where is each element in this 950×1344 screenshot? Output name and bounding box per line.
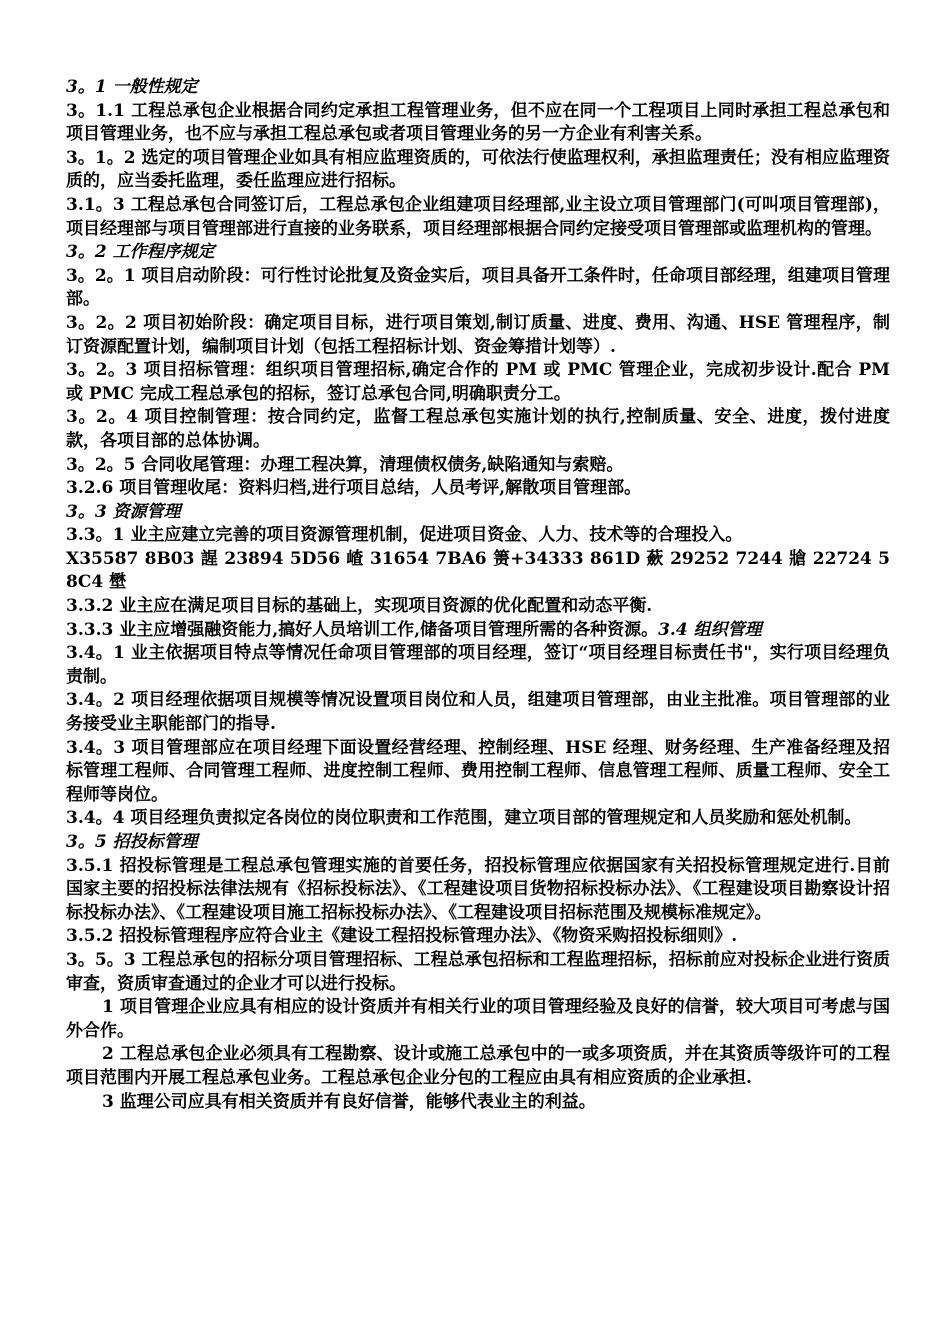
section-heading-3-4: 3.4 组织管理 [658,619,762,640]
clause-3-4-4: 3.4。4 项目经理负责拟定各岗位的岗位职责和工作范围，建立项目部的管理规定和人员奖励和惩处机制。 [66,808,862,829]
clause-3-3-3-text: 3.3.3 业主应增强融资能力,搞好人员培训工作,储备项目管理所需的各种资源。 [66,619,659,640]
section-heading-3-2: 3。2 工作程序规定 [66,242,215,263]
clause-3-4-2: 3.4。2 项目经理依据项目规模等情况设置项目岗位和人员，组建项目管理部，由业主批准。项目管理部的业务接受业主职能部门的指导. [66,690,890,735]
clause-3-2-3: 3。2。3 项目招标管理：组织项目管理招标,确定合作的 PM 或 PMC 管理企业，完成初步设计.配合 PM 或 PMC 完成工程总承包的招标，签订总承包合同,明确职责分工。 [66,360,890,404]
clause-3-4-3: 3.4。3 项目管理部应在项目经理下面设置经营经理、控制经理、HSE 经理、财务经理、生产准备经理及招标管理工程师、合同管理工程师、进度控制工程师、费用控制工程师、信息管理工程师、质量工程师、安全工程师等岗位。 [66,737,890,805]
clause-3-5-1: 3.5.1 招投标管理是工程总承包管理实施的首要任务，招投标管理应依据国家有关招投标管理规定进行.目前国家主要的招投标法律法规有《招标投标法》、《工程建设项目货物招标投标办法》、《工程建设项目勘察设计招标投标办法》、《工程建设项目施工招标投标办法》、《工程建设项目招标范围及规模标准规定》。 [66,855,890,923]
list-item-1: 1 项目管理企业应具有相应的设计资质并有相关行业的项目管理经验及良好的信誉，较大项目可考虑与国外合作。 [66,997,890,1041]
clause-3-5-3: 3。5。3 工程总承包的招标分项目管理招标、工程总承包招标和工程监理招标，招标前应对投标企业进行资质审查，资质审查通过的企业才可以进行投标。 [66,949,890,994]
section-heading-3-5: 3。5 招投标管理 [66,832,198,852]
clause-3-1-2: 3。1。2 选定的项目管理企业如具有相应监理资质的，可依法行使监理权利，承担监理责任；没有相应监理资质的，应当委托监理，委任监理应进行招标。 [66,147,890,192]
clause-3-2-6: 3.2.6 项目管理收尾：资料归档,进行项目总结，人员考评,解散项目管理部。 [66,478,642,499]
section-heading-3-3: 3。3 资源管理 [66,501,181,522]
list-item-2: 2 工程总承包企业必须具有工程勘察、设计或施工总承包中的一或多项资质，并在其资质等级许可的工程项目范围内开展工程总承包业务。工程总承包企业分包的工程应由具有相应资质的企业承担. [66,1044,890,1088]
section-heading-3-1: 3。1 一般性规定 [66,77,198,97]
garbled-code-line: X35587 8B03 謃 23894 5D56 嵖 31654 7BA6 箦+34333 861D 蘝 29252 7244 牄 22724 58C4 壄 [66,548,890,593]
clause-3-2-5: 3。2。5 合同收尾管理：办理工程决算，清理债权债务,缺陷通知与索赔。 [66,454,624,475]
clause-3-3-2: 3.3.2 业主应在满足项目目标的基础上，实现项目资源的优化配置和动态平衡. [66,596,653,617]
clause-3-2-1: 3。2。1 项目启动阶段：可行性讨论批复及资金实后，项目具备开工条件时，任命项目部经理，组建项目管理部。 [66,265,890,310]
clause-3-3-3 [66,619,890,643]
clause-3-1-3: 3.1。3 工程总承包合同签订后，工程总承包企业组建项目经理部,业主设立项目管理部门(可叫项目管理部)，项目经理部与项目管理部进行直接的业务联系，项目经理部根据合同约定接受项目管理部或监理机构的管理。 [66,194,890,239]
clause-3-1-1: 3。1.1 工程总承包企业根据合同约定承担工程管理业务，但不应在同一个工程项目上同时承担工程总承包和项目管理业务，也不应与承担工程总承包或者项目管理业务的另一方企业有利害关系。 [66,100,890,145]
clause-3-2-2: 3。2。2 项目初始阶段：确定项目目标，进行项目策划,制订质量、进度、费用、沟通、HSE 管理程序，制订资源配置计划，编制项目计划（包括工程招标计划、资金筹措计划等）. [66,312,890,357]
clause-3-3-1: 3.3。1 业主应建立完善的项目资源管理机制，促进项目资金、人力、技术等的合理投入。 [66,525,743,546]
clause-3-4-1: 3.4。1 业主依据项目特点等情况任命项目管理部的项目经理，签订“项目经理目标责任书"，实行项目经理负责制。 [66,643,890,687]
clause-3-2-4: 3。2。4 项目控制管理：按合同约定，监督工程总承包实施计划的执行,控制质量、安全、进度，拨付进度款，各项目部的总体协调。 [66,407,890,451]
clause-3-5-2: 3.5.2 招投标管理程序应符合业主《建设工程招投标管理办法》、《物资采购招投标细则》. [66,926,738,947]
list-item-3: 3 监理公司应具有相关资质并有良好信誉，能够代表业主的利益。 [102,1091,596,1112]
